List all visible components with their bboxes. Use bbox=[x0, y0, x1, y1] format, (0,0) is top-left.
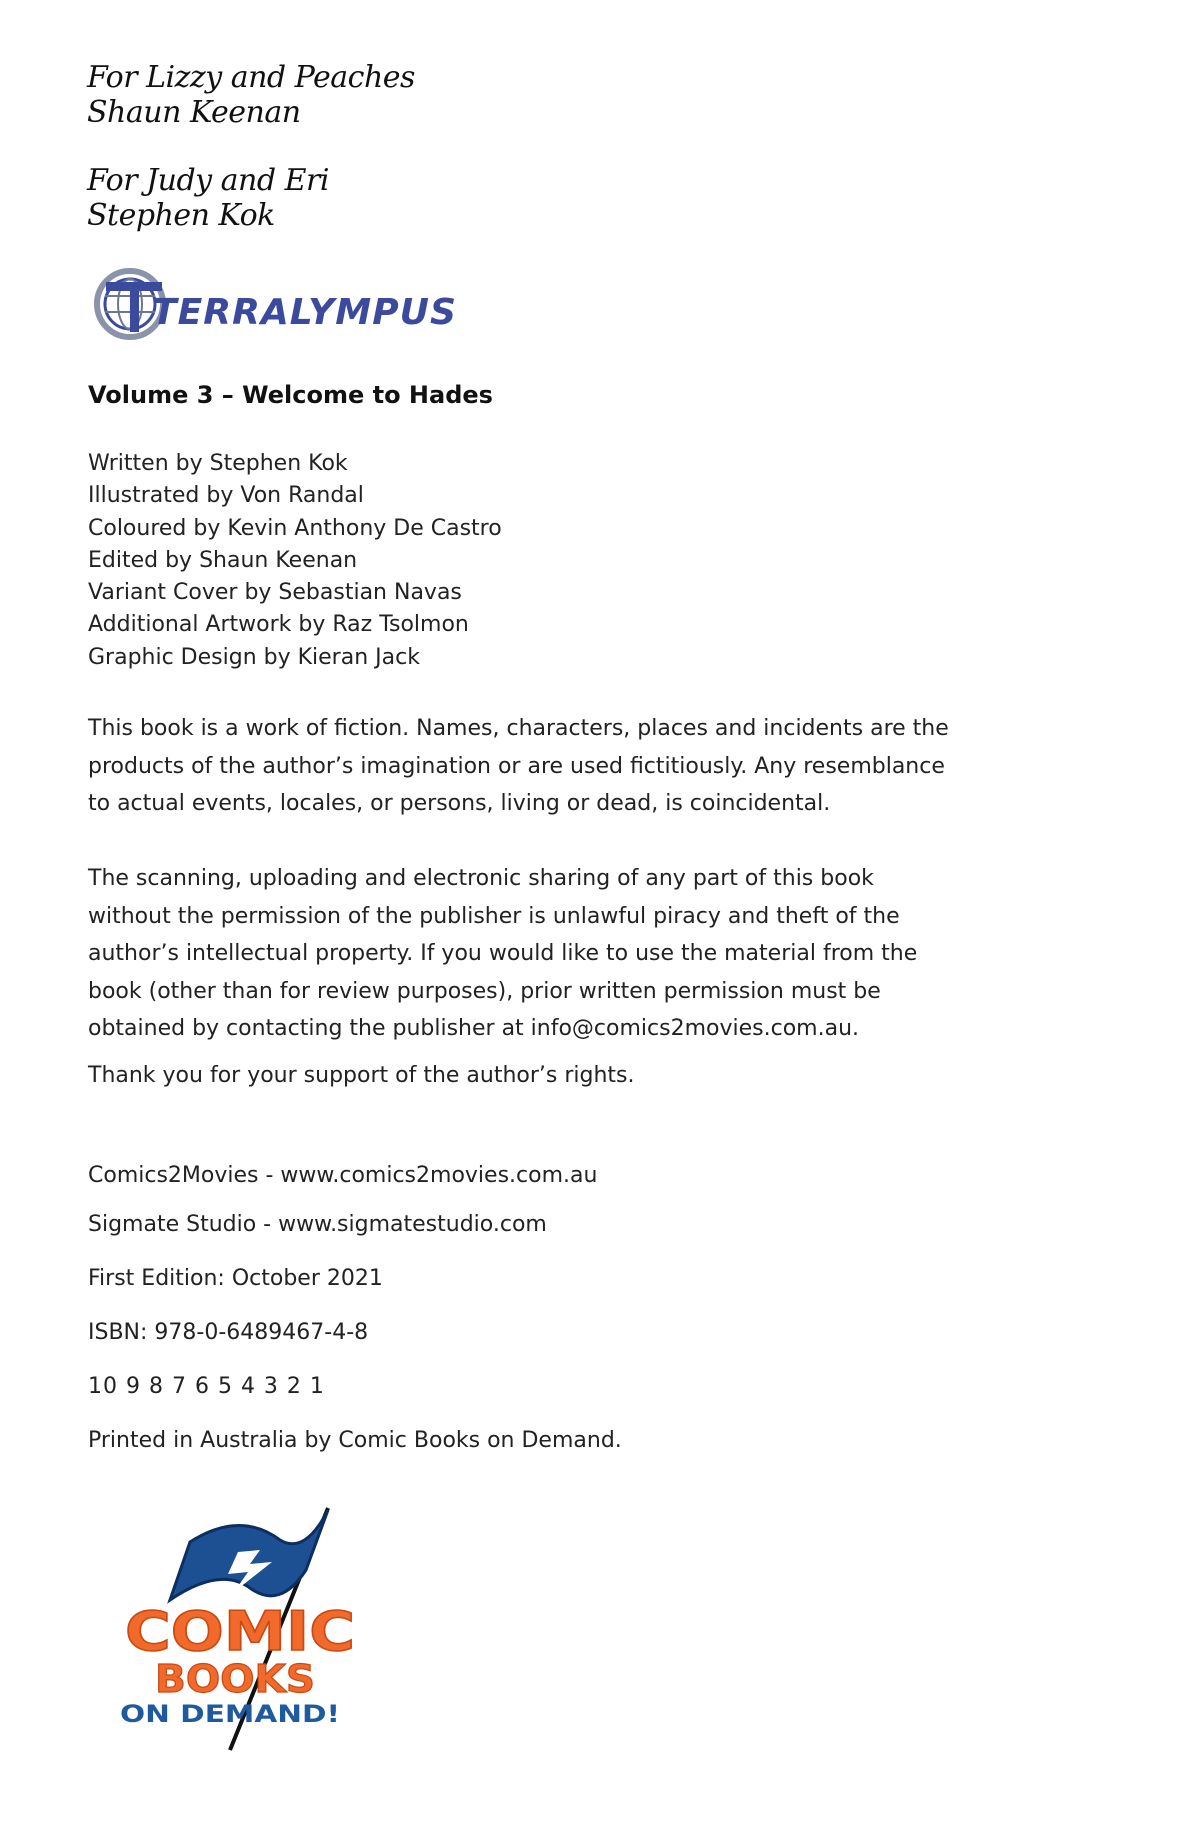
notice-line: book (other than for review purposes), prior written permission must be bbox=[88, 978, 881, 1004]
dedication-signature: Stephen Kok bbox=[87, 198, 275, 233]
printed-by-line: Printed in Australia by Comic Books on Demand. bbox=[88, 1428, 622, 1453]
dedication-1 bbox=[87, 60, 415, 130]
publisher-sigmate-studio: Sigmate Studio - www.sigmatestudio.com bbox=[88, 1212, 547, 1237]
isbn-line: ISBN: 978-0-6489467-4-8 bbox=[88, 1320, 369, 1345]
fiction-disclaimer bbox=[88, 710, 988, 823]
dedication-line: For Judy and Eri bbox=[87, 163, 329, 198]
logo-word-comic: COMIC bbox=[125, 1600, 355, 1663]
credit-line: Graphic Design by Kieran Jack bbox=[88, 644, 420, 670]
notice-line: obtained by contacting the publisher at info@comics2movies.com.au. bbox=[88, 1016, 859, 1041]
publisher-comics2movies: Comics2Movies - www.comics2movies.com.au bbox=[88, 1163, 598, 1188]
terralympus-logo bbox=[92, 266, 472, 346]
dedication-signature: Shaun Keenan bbox=[87, 95, 301, 130]
notice-line: The scanning, uploading and electronic sharing of any part of this book bbox=[88, 866, 874, 891]
thanks-line: Thank you for your support of the author’s rights. bbox=[88, 1063, 635, 1088]
disclaimer-line: This book is a work of fiction. Names, characters, places and incidents are the bbox=[88, 716, 949, 741]
credit-line: Illustrated by Von Randal bbox=[88, 483, 364, 509]
credit-line: Written by Stephen Kok bbox=[88, 451, 348, 476]
logo-word-books: BOOKS bbox=[155, 1657, 315, 1701]
disclaimer-line: to actual events, locales, or persons, living or dead, is coincidental. bbox=[88, 791, 831, 816]
credit-line: Additional Artwork by Raz Tsolmon bbox=[88, 612, 469, 638]
notice-line: without the permission of the publisher is unlawful piracy and theft of the bbox=[88, 903, 900, 929]
copyright-notice bbox=[88, 860, 988, 1048]
credit-line: Variant Cover by Sebastian Navas bbox=[88, 580, 462, 606]
terralympus-wordmark: TERRALYMPUS bbox=[152, 292, 457, 333]
credit-line: Edited by Shaun Keenan bbox=[88, 547, 358, 573]
comic-books-on-demand-logo bbox=[110, 1500, 370, 1760]
credits-list bbox=[88, 448, 502, 674]
dedication-2 bbox=[87, 163, 329, 233]
disclaimer-line: products of the author’s imagination or are used fictitiously. Any resemblance bbox=[88, 753, 945, 779]
edition-line: First Edition: October 2021 bbox=[88, 1266, 383, 1291]
notice-line: author’s intellectual property. If you would like to use the material from the bbox=[88, 941, 918, 966]
dedication-line: For Lizzy and Peaches bbox=[87, 60, 415, 95]
volume-title: Volume 3 – Welcome to Hades bbox=[88, 381, 493, 409]
print-number-line: 10 9 8 7 6 5 4 3 2 1 bbox=[88, 1374, 325, 1399]
credit-line: Coloured by Kevin Anthony De Castro bbox=[88, 515, 502, 541]
logo-words-on-demand: ON DEMAND! bbox=[120, 1700, 340, 1728]
